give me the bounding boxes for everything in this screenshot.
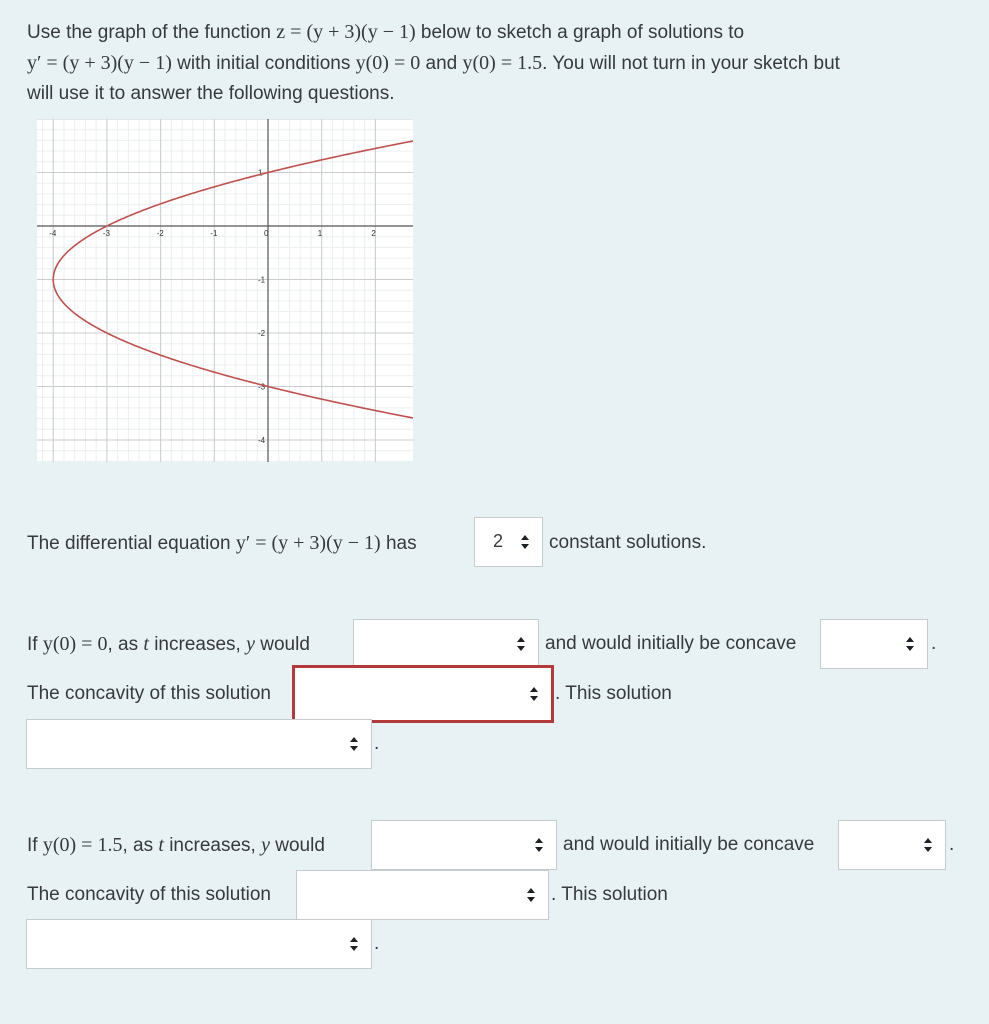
q2-if: If	[27, 634, 38, 655]
q2-concave-select[interactable]	[820, 619, 928, 669]
q3-concave-select[interactable]	[838, 820, 946, 870]
q3-y: y	[261, 834, 270, 856]
intro-line-2	[27, 52, 840, 75]
q3-if-math: y(0) = 1.5	[42, 834, 123, 856]
up-down-arrows-icon	[923, 837, 933, 853]
x-tick-label: -1	[210, 229, 218, 238]
graph-svg	[37, 119, 413, 462]
q1-has: has	[385, 533, 417, 554]
q3-end-period: .	[374, 933, 380, 954]
x-tick-label: -3	[102, 229, 111, 238]
constant-solutions-value: 2	[493, 531, 504, 551]
q3-behavior-select[interactable]	[371, 820, 557, 870]
up-down-arrows-icon	[534, 837, 544, 853]
intro-math: y(0) = 0	[355, 52, 421, 74]
q2-would: would	[260, 634, 310, 655]
up-down-arrows-icon	[905, 636, 915, 652]
intro-text: and	[425, 53, 458, 74]
q3-period: .	[949, 834, 955, 855]
q2-behavior-select[interactable]	[353, 619, 539, 669]
q2-end-period: .	[374, 733, 380, 754]
q2-increases: increases,	[154, 634, 241, 655]
intro-line-3: will use it to answer the following questions.	[27, 83, 395, 104]
up-down-arrows-icon	[526, 887, 536, 903]
y-tick-label: -2	[258, 329, 266, 338]
y-tick-label: -1	[258, 275, 266, 285]
y-tick-label: -4	[258, 436, 266, 445]
intro-math: y′ = (y + 3)(y − 1)	[27, 52, 172, 74]
x-tick-label: 2	[371, 229, 376, 238]
q2-as: , as	[107, 634, 139, 655]
q3-increases: increases,	[169, 835, 256, 856]
q2-solution-select[interactable]	[26, 719, 372, 769]
up-down-arrows-icon	[349, 936, 359, 952]
x-tick-label: -4	[49, 229, 57, 238]
up-down-arrows-icon	[520, 534, 530, 550]
x-tick-label: 1	[317, 229, 323, 238]
function-graph	[37, 119, 413, 462]
y-tick-label: -3	[258, 382, 266, 392]
up-down-arrows-icon	[349, 736, 359, 752]
q3-concavity-select[interactable]	[296, 870, 549, 920]
q1-math: y′ = (y + 3)(y − 1)	[235, 532, 381, 554]
q2-if-math: y(0) = 0	[42, 633, 108, 655]
up-down-arrows-icon	[529, 686, 539, 702]
up-down-arrows-icon	[516, 636, 526, 652]
constant-solutions-select[interactable]	[474, 517, 543, 567]
q3-this-solution: . This solution	[551, 884, 668, 905]
q3-would: would	[275, 835, 325, 856]
y-tick-label: 1	[258, 168, 263, 178]
intro-text: Use the graph of the function	[27, 22, 271, 43]
intro-text: below to sketch a graph of solutions to	[420, 22, 745, 43]
q2-if-text	[27, 633, 310, 656]
intro-text: . You will not turn in your sketch but	[542, 53, 840, 74]
q1-suffix: constant solutions.	[549, 532, 707, 553]
q2-t: t	[143, 633, 149, 655]
q3-and-text: and would initially be concave	[563, 834, 815, 855]
intro-math: y(0) = 1.5	[462, 52, 543, 74]
q1-text	[27, 532, 417, 555]
q1-prefix: The differential equation	[27, 533, 231, 554]
q3-solution-select[interactable]	[26, 919, 372, 969]
q2-and-text: and would initially be concave	[545, 633, 797, 654]
q2-concavity-text: The concavity of this solution	[27, 683, 271, 704]
q2-y: y	[246, 633, 255, 655]
intro-text: with initial conditions	[177, 53, 351, 74]
q3-concavity-text: The concavity of this solution	[27, 884, 271, 905]
q3-if: If	[27, 835, 38, 856]
x-tick-label: 0	[264, 229, 269, 238]
x-tick-label: -2	[156, 229, 164, 238]
intro-math: z = (y + 3)(y − 1)	[276, 21, 416, 43]
q2-period: .	[931, 633, 937, 654]
q3-as: , as	[122, 835, 154, 856]
q2-this-solution: . This solution	[555, 683, 672, 704]
q2-concavity-select[interactable]	[292, 665, 554, 723]
q3-t: t	[158, 834, 164, 856]
q3-if-text	[27, 834, 325, 857]
intro-line-1	[27, 21, 744, 44]
